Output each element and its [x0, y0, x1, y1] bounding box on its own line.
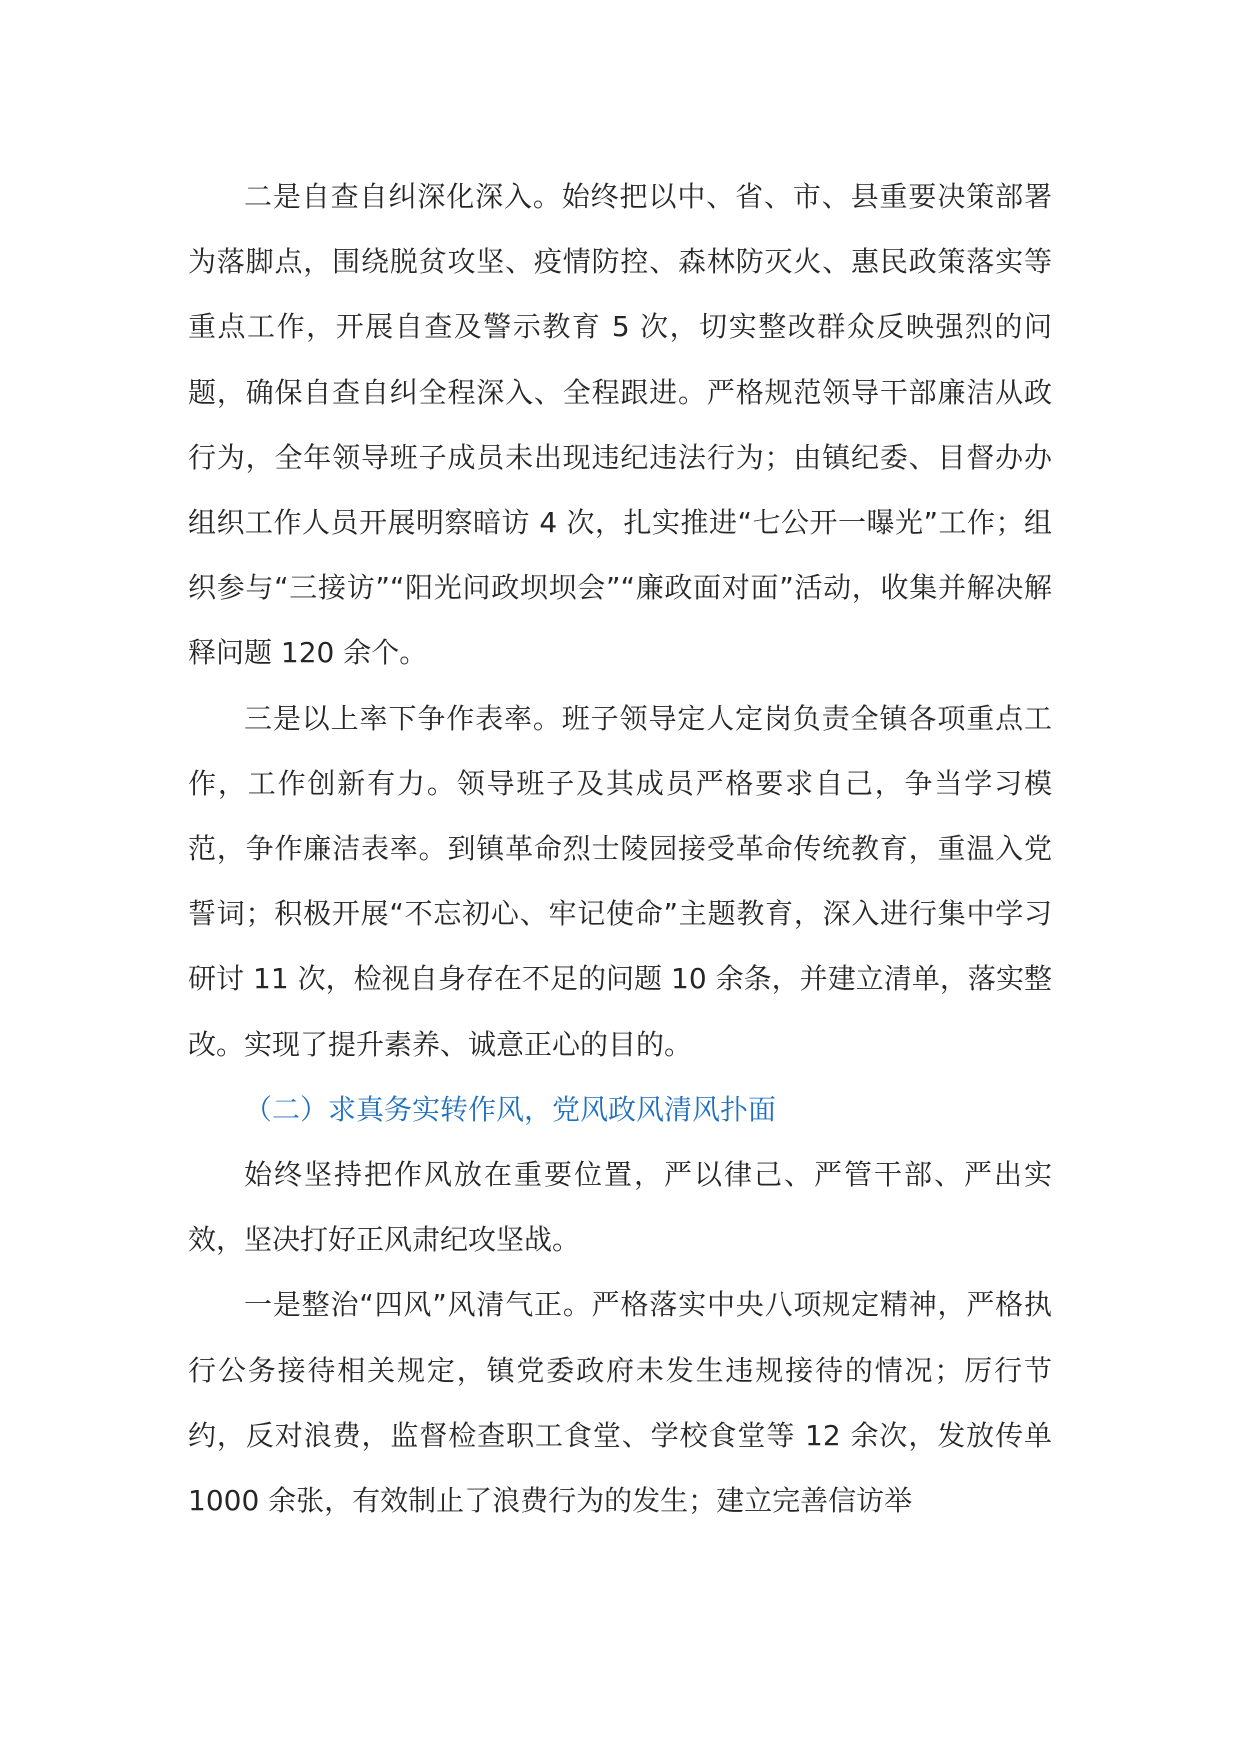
section-heading: （二）求真务实转作风，党风政风清风扑面	[244, 1092, 777, 1126]
paragraph-lead-by-example: 三是以上率下争作表率。班子领导定人定岗负责全镇各项重点工作，工作创新有力。领导班子及其成员严格要求自己，争当学习模范，争作廉洁表率。到镇革命烈士陵园接受革命传统教育，重温入党誓词；积极开展“不忘初心、牢记使命”主题教育，深入进行集中学习研讨 11 次，检视自身存在不足的问题 10 余条，并建立清单，落实整改。实现了提升素养、诚意正心的目的。	[188, 701, 1052, 1061]
paragraph-four-winds: 一是整治“四风”风清气正。严格落实中央八项规定精神，严格执行公务接待相关规定，镇党委政府未发生违规接待的情况；厉行节约，反对浪费，监督检查职工食堂、学校食堂等 12 余次，发放传单 1000 余张，有效制止了浪费行为的发生；建立完善信访举	[188, 1288, 1052, 1518]
document-page	[188, 164, 1052, 1533]
paragraph-self-inspection: 二是自查自纠深化深入。始终把以中、省、市、县重要决策部署为落脚点，围绕脱贫攻坚、疫情防控、森林防灭火、惠民政策落实等重点工作，开展自查及警示教育 5 次，切实整改群众反映强烈的问题，确保自查自纠全程深入、全程跟进。严格规范领导干部廉洁从政行为，全年领导班子成员未出现违纪违法行为；由镇纪委、目督办办组织工作人员开展明察暗访 4 次，扎实推进“七公开一曝光”工作；组织参与“三接访”“阳光问政坝坝会”“廉政面对面”活动，收集并解决解释问题 120 余个。	[188, 180, 1052, 670]
paragraph-section-intro: 始终坚持把作风放在重要位置，严以律己、严管干部、严出实效，坚决打好正风肃纪攻坚战。	[188, 1158, 1052, 1257]
